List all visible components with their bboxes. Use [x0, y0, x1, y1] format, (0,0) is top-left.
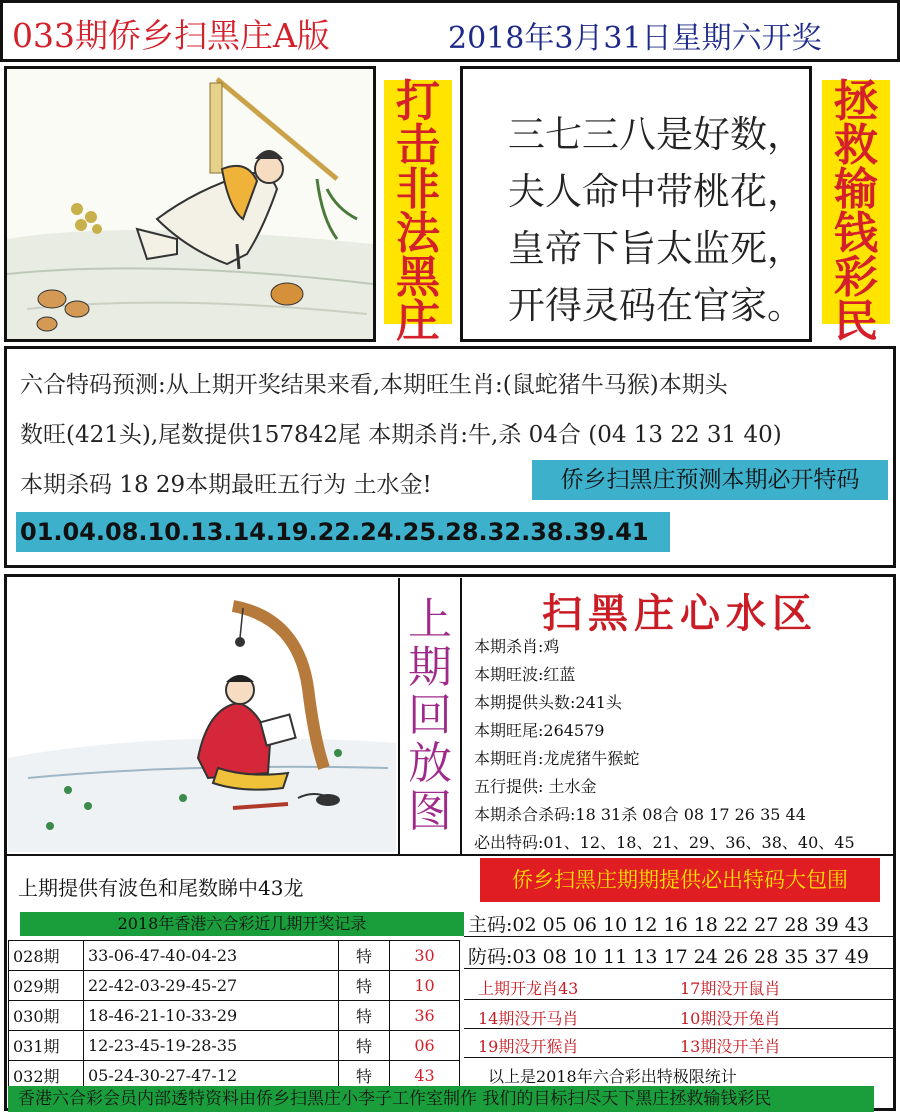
stat-line: 本期旺尾:264579: [474, 721, 605, 740]
stat-line: 必出特码:01、12、18、21、29、36、38、40、45: [474, 833, 855, 852]
slogan-left-char: 黑: [396, 252, 440, 303]
issue-title: 033期侨乡扫黑庄A版: [12, 16, 330, 55]
numbers-cell: 22-42-03-29-45-27: [84, 971, 339, 1001]
slogan-right-char: 民: [834, 296, 878, 347]
review-char: 回: [408, 690, 452, 741]
slogan-left-char: 非: [396, 164, 440, 215]
prediction-line-3: 本期杀码 18 29本期最旺五行为 土水金!: [20, 472, 432, 498]
special-label-cell: 特: [339, 1031, 390, 1061]
divider: [464, 968, 894, 969]
slogan-left-char: 法: [396, 208, 440, 259]
slogan-left-char: 打: [396, 76, 440, 127]
review-char: 放: [408, 738, 452, 789]
stat-cell: 13期没开羊肖: [680, 1037, 781, 1056]
numbers-cell: 18-46-21-10-33-29: [84, 1001, 339, 1031]
period-cell: 029期: [9, 971, 84, 1001]
special-label-cell: 特: [339, 971, 390, 1001]
reclining-scholar-drawing: [7, 69, 373, 339]
stat-footer: 以上是2018年六合彩出特极限统计: [488, 1067, 737, 1086]
slogan-vertical-left: [384, 76, 452, 347]
special-label-cell: 特: [339, 1061, 390, 1091]
period-cell: 030期: [9, 1001, 84, 1031]
stat-cell: 19期没开猴肖: [478, 1037, 579, 1056]
reading-scholar-drawing: [8, 578, 396, 852]
history-banner: 2018年香港六合彩近几期开奖记录: [20, 912, 464, 936]
footer-bar: 香港六合彩会员内部透特资料由侨乡扫黑庄小李子工作室制作 我们的目标扫尽天下黑庄拯救输钱彩民: [8, 1086, 874, 1112]
numbers-cell: 05-24-30-27-47-12: [84, 1061, 339, 1091]
stat-line: 本期杀肖:鸡: [474, 637, 560, 656]
stat-cell: 10期没开兔肖: [680, 1009, 781, 1028]
poem-line: 开得灵码在官家。: [508, 284, 804, 327]
period-cell: 028期: [9, 941, 84, 971]
slogan-vertical-right: [822, 76, 890, 347]
period-cell: 031期: [9, 1031, 84, 1061]
special-cell: 36: [390, 1001, 460, 1031]
review-char: 期: [408, 642, 452, 693]
numbers-cell: 12-23-45-19-28-35: [84, 1031, 339, 1061]
period-cell: 032期: [9, 1061, 84, 1091]
special-cell: 06: [390, 1031, 460, 1061]
stat-line: 本期旺肖:龙虎猪牛猴蛇: [474, 749, 640, 768]
red-banner: 侨乡扫黑庄期期提供必出特码大包围: [480, 858, 880, 902]
review-char: 上: [408, 594, 452, 645]
illustration-reclining-scholar: [4, 66, 376, 342]
draw-date: 2018年3月31日星期六开奖: [448, 21, 822, 56]
main-code: 主码:02 05 06 10 12 16 18 22 27 28 39 43: [468, 914, 869, 936]
divider: [464, 936, 894, 937]
table-row: [9, 941, 460, 971]
poem-line: 三七三八是好数，: [508, 113, 804, 156]
slogan-right-char: 拯: [834, 76, 878, 127]
stat-line: 本期杀合杀码:18 31杀 08合 08 17 26 35 44: [474, 805, 806, 824]
divider: [4, 854, 896, 856]
last-period-info: 上期提供有波色和尾数睇中43龙: [18, 876, 304, 900]
table-row: [9, 971, 460, 1001]
special-cell: 43: [390, 1061, 460, 1091]
poem-line: 夫人命中带桃花，: [508, 170, 804, 213]
table-row: [9, 1001, 460, 1031]
prediction-banner: 侨乡扫黑庄预测本期必开特码: [532, 460, 888, 500]
numbers-cell: 33-06-47-40-04-23: [84, 941, 339, 971]
special-cell: 10: [390, 971, 460, 1001]
stat-cell: 上期开龙肖43: [478, 979, 579, 998]
slogan-right-char: 救: [834, 120, 878, 171]
slogan-right-char: 钱: [834, 208, 878, 259]
stat-cell: 17期没开鼠肖: [680, 979, 781, 998]
slogan-right-char: 彩: [834, 252, 878, 303]
poem-text: [508, 106, 804, 334]
stat-cell: 14期没开马肖: [478, 1009, 579, 1028]
stat-line: 五行提供: 土水金: [474, 777, 597, 796]
guard-code: 防码:03 08 10 11 13 17 24 26 28 35 37 49: [468, 946, 869, 968]
review-char: 图: [408, 786, 452, 837]
slogan-left-char: 击: [396, 120, 440, 171]
prediction-line-2: 数旺(421头),尾数提供157842尾 本期杀肖:牛,杀 04合 (04 13 22 31 40): [20, 422, 782, 448]
poem-line: 皇帝下旨太监死，: [508, 227, 804, 270]
slogan-left-char: 庄: [396, 296, 440, 347]
illustration-reading-scholar: [8, 578, 396, 852]
special-label-cell: 特: [339, 941, 390, 971]
prediction-numbers: 01.04.08.10.13.14.19.22.24.25.28.32.38.39.41: [16, 512, 670, 552]
slogan-right-char: 输: [834, 164, 878, 215]
special-label-cell: 特: [339, 1001, 390, 1031]
section-title: 扫黑庄心水区: [542, 590, 818, 637]
table-row: [9, 1031, 460, 1061]
review-vertical: [398, 578, 462, 854]
stat-line: 本期提供头数:241头: [474, 693, 622, 712]
prediction-line-1: 六合特码预测:从上期开奖结果来看,本期旺生肖:(鼠蛇猪牛马猴)本期头: [20, 372, 728, 398]
stat-line: 本期旺波:红蓝: [474, 665, 576, 684]
history-table: [8, 940, 460, 1091]
special-cell: 30: [390, 941, 460, 971]
